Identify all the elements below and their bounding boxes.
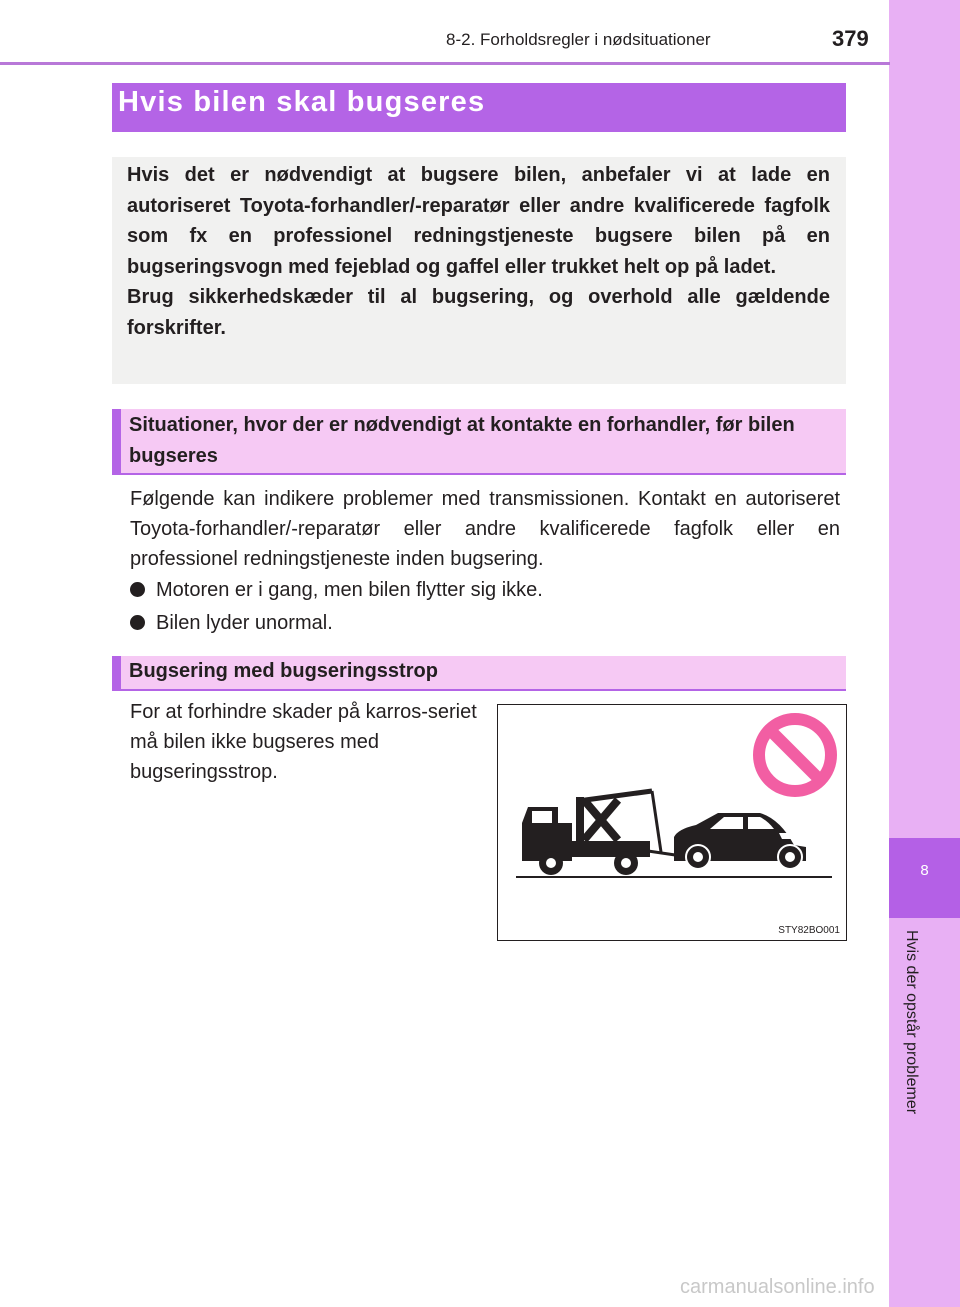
page-title: Hvis bilen skal bugseres bbox=[118, 86, 486, 118]
section1-body: Følgende kan indikere problemer med transmissionen. Kontakt en autoriseret Toyota-forhandler/-reparatør eller andre kvalificerede fagfolk eller en professionel redningstjeneste inden bugsering. bbox=[130, 488, 840, 570]
section2-body: For at forhindre skader på karros-seriet må bilen ikke bugseres med bugseringsstrop. bbox=[130, 701, 477, 783]
header-divider bbox=[0, 62, 890, 65]
list-item: Motoren er i gang, men bilen flytter sig ikke. bbox=[130, 575, 543, 605]
intro-text bbox=[127, 160, 830, 344]
section-heading-strap bbox=[112, 656, 846, 691]
heading-accent-bar bbox=[112, 656, 121, 691]
towing-figure bbox=[497, 704, 847, 941]
chapter-number: 8 bbox=[920, 862, 929, 879]
section-heading-strap-text: Bugsering med bugseringsstrop bbox=[129, 660, 438, 682]
bullet-icon bbox=[130, 582, 145, 597]
intro-paragraph-2: Brug sikkerhedskæder til al bugsering, og overhold alle gældende forskrifter. bbox=[127, 286, 830, 339]
chapter-title: Hvis der opstår problemer bbox=[903, 930, 920, 1115]
heading-accent-bar bbox=[112, 409, 121, 475]
figure-code: STY82BO001 bbox=[778, 925, 840, 936]
list-item: Bilen lyder unormal. bbox=[130, 608, 333, 638]
tow-truck-icon bbox=[522, 791, 682, 875]
bullet-icon bbox=[130, 615, 145, 630]
section-heading-dealer-text: Situationer, hvor der er nødvendigt at kontakte en forhandler, før bilen bugseres bbox=[129, 414, 795, 467]
page-number: 379 bbox=[832, 26, 869, 51]
prohibition-icon bbox=[759, 719, 831, 791]
watermark: carmanualsonline.info bbox=[680, 1276, 875, 1298]
intro-paragraph-1: Hvis det er nødvendigt at bugsere bilen, anbefaler vi at lade en autoriseret Toyota-forhandler/-reparatør eller andre kvalificerede fagfolk som fx en professionel redningstjeneste bugsere bilen på en bugseringsvogn med fejeblad og gaffel eller trukket helt op på ladet. bbox=[127, 164, 830, 278]
car-icon bbox=[674, 813, 806, 869]
section-heading-dealer bbox=[112, 409, 846, 475]
section-header: 8-2. Forholdsregler i nødsituationer bbox=[446, 30, 711, 49]
towing-illustration bbox=[498, 705, 846, 940]
